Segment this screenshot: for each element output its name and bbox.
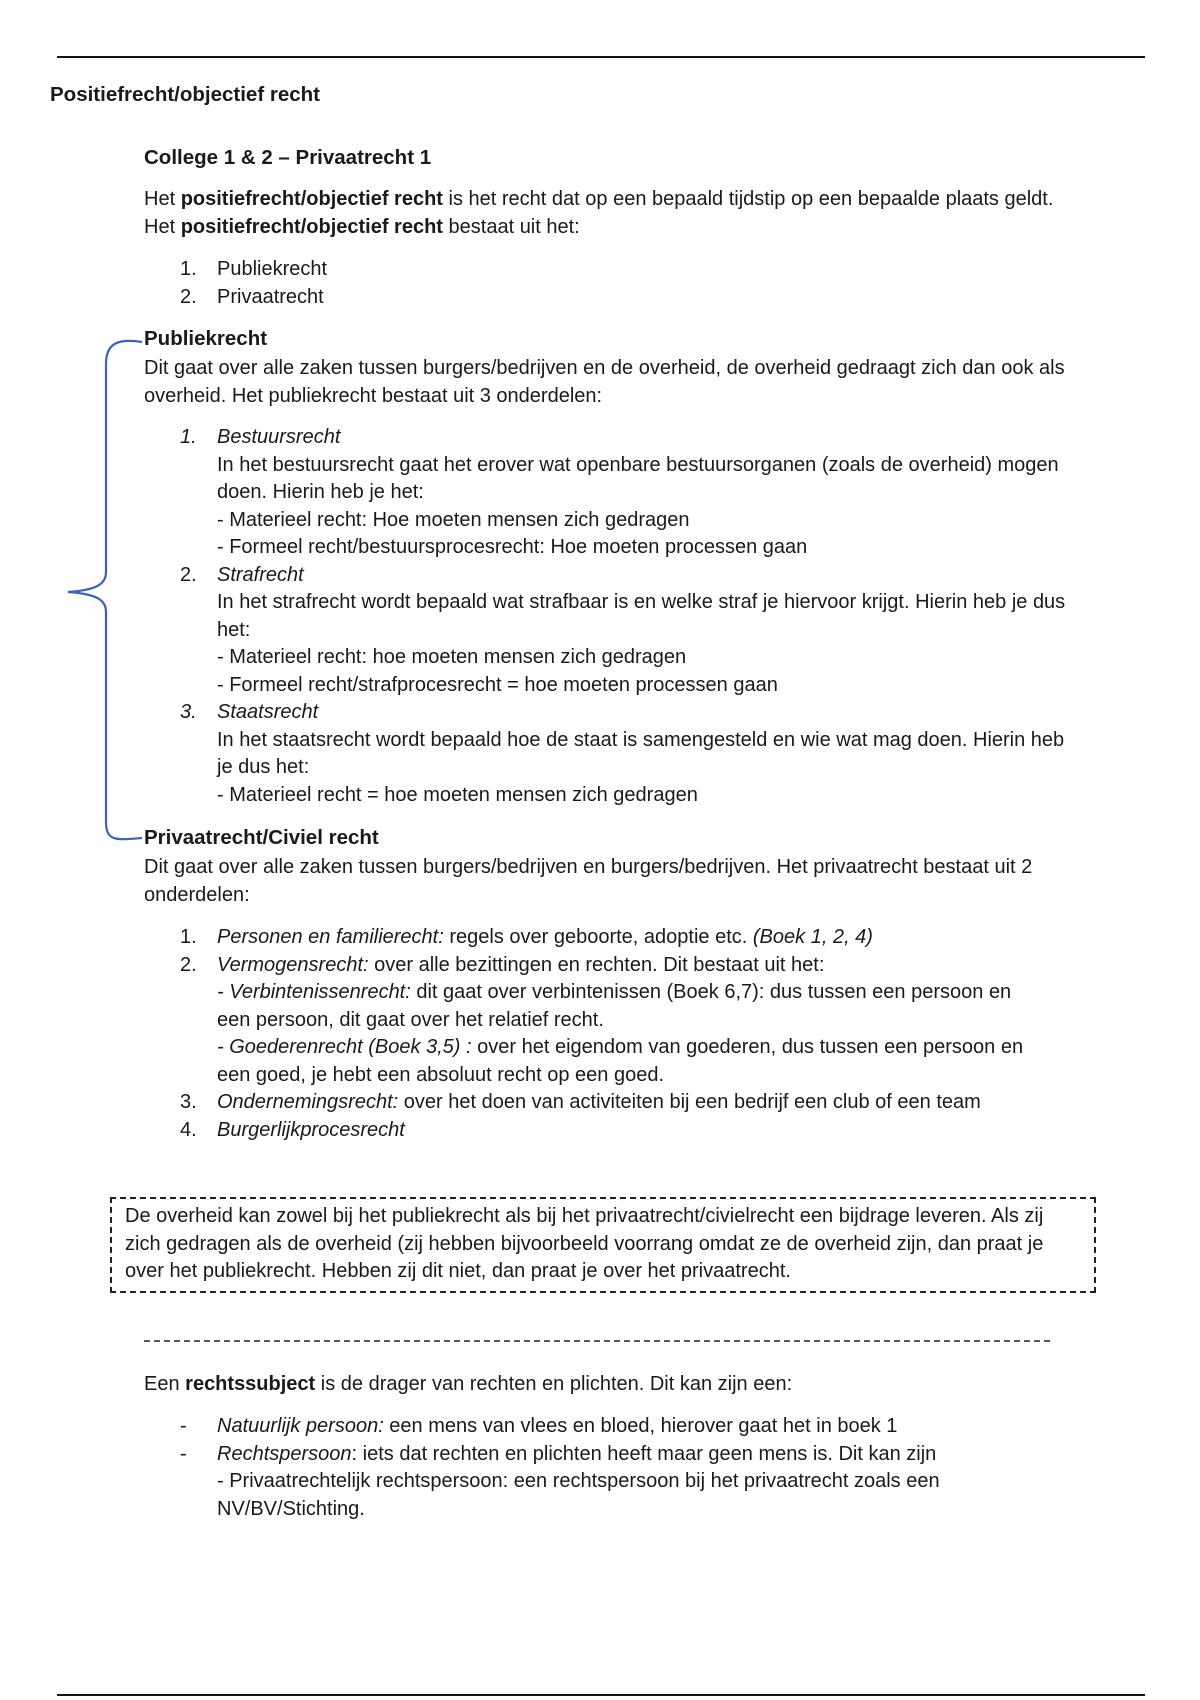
list-item: - Natuurlijk persoon: een mens van vlees en bloed, hierover gaat het in boek 1 bbox=[180, 1415, 898, 1437]
list-item: 1. Personen en familierecht: regels over geboorte, adoptie etc. (Boek 1, 2, 4) bbox=[180, 926, 873, 948]
publiekrecht-list bbox=[144, 424, 1074, 809]
privaatrecht-intro: Dit gaat over alle zaken tussen burgers/bedrijven en burgers/bedrijven. Het privaatrecht bestaat uit 2 onderdelen: bbox=[144, 856, 1033, 906]
list-item: 3. Staatsrecht In het staatsrecht wordt bepaald hoe de staat is samengesteld en wie wat mag doen. Hierin heb je dus het: - Materieel recht = hoe moeten mensen zich gedragen bbox=[180, 701, 1065, 806]
intro-paragraph: Het positiefrecht/objectief recht is het recht dat op een bepaald tijdstip op een bepaalde plaats geldt. Het positiefrecht/objectief recht bestaat uit het: bbox=[144, 188, 1054, 238]
publiekrecht-heading: Publiekrecht bbox=[144, 327, 268, 350]
term-rechtssubject: rechtssubject bbox=[185, 1373, 316, 1395]
item-title: Strafrecht bbox=[217, 563, 304, 586]
list-item: 2. Privaatrecht bbox=[180, 285, 324, 308]
publiekrecht-intro: Dit gaat over alle zaken tussen burgers/bedrijven en de overheid, de overheid gedraagt zich dan ook als overheid. Het publiekrecht bestaat uit 3 onderdelen: bbox=[144, 357, 1065, 407]
term-positiefrecht: positiefrecht/objectief recht bbox=[180, 188, 443, 210]
list-item: 2. Vermogensrecht: over alle bezittingen en rechten. Dit bestaat uit het: - Verbintenissenrecht: dit gaat over verbintenissen (Boek 6,7): dus tussen een persoon en een persoon, dit gaat over het relatief recht. - Goederenrecht (Boek 3,5) : over het eigendom van goederen, dus tussen een persoon en een goed, je hebt een absoluut recht op een goed. bbox=[180, 953, 1024, 1086]
list-item: 1. Bestuursrecht In het bestuursrecht gaat het erover wat openbare bestuursorganen (zoals de overheid) mogen doen. Hierin heb je het: - Materieel recht: Hoe moeten mensen zich gedragen - Formeel recht/bestuursprocesrecht: Hoe moeten processen gaan bbox=[180, 426, 1059, 558]
document-title: Positiefrecht/objectief recht bbox=[50, 83, 320, 106]
rechtssubject-intro: Een rechtssubject is de drager van rechten en plichten. Dit kan zijn een: bbox=[144, 1373, 793, 1395]
college-heading: College 1 & 2 – Privaatrecht 1 bbox=[144, 146, 432, 169]
list-item: 4. Burgerlijkprocesrecht bbox=[180, 1118, 405, 1141]
bottom-rule bbox=[57, 1694, 1145, 1696]
item-title: Staatsrecht bbox=[217, 701, 319, 723]
dashed-separator bbox=[144, 1340, 1050, 1342]
top-rule bbox=[57, 56, 1145, 58]
list-item: - Rechtspersoon: iets dat rechten en plichten heeft maar geen mens is. Dit kan zijn - Privaatrechtelijk rechtspersoon: een rechtspersoon bij het privaatrecht zoals een NV/BV/Stichting. bbox=[180, 1442, 940, 1520]
list-item: 1. Publiekrecht bbox=[180, 258, 328, 280]
rechtssubject-list bbox=[144, 1413, 1074, 1523]
privaatrecht-list bbox=[144, 924, 1044, 1144]
item-title: Bestuursrecht bbox=[217, 426, 341, 448]
curly-brace-icon bbox=[62, 334, 142, 844]
list-item: 3. Ondernemingsrecht: over het doen van activiteiten bij een bedrijf een club of een team bbox=[180, 1091, 981, 1113]
term-positiefrecht-2: positiefrecht/objectief recht bbox=[180, 215, 443, 238]
note-box: De overheid kan zowel bij het publiekrecht als bij het privaatrecht/civielrecht een bijdrage leveren. Als zij zich gedragen als de overheid (zij hebben bijvoorbeeld voorrang omdat ze de overheid zijn, dan praat je over het publiekrecht. Hebben zij dit niet, dan praat je over het privaatrecht. bbox=[110, 1197, 1096, 1293]
main-list bbox=[144, 256, 1044, 311]
privaatrecht-heading: Privaatrecht/Civiel recht bbox=[144, 826, 379, 849]
list-item: 2. Strafrecht In het strafrecht wordt bepaald wat strafbaar is en welke straf je hiervoor krijgt. Hierin heb je dus het: - Materieel recht: hoe moeten mensen zich gedragen - Formeel recht/strafprocesrecht = hoe moeten processen gaan bbox=[180, 563, 1066, 696]
